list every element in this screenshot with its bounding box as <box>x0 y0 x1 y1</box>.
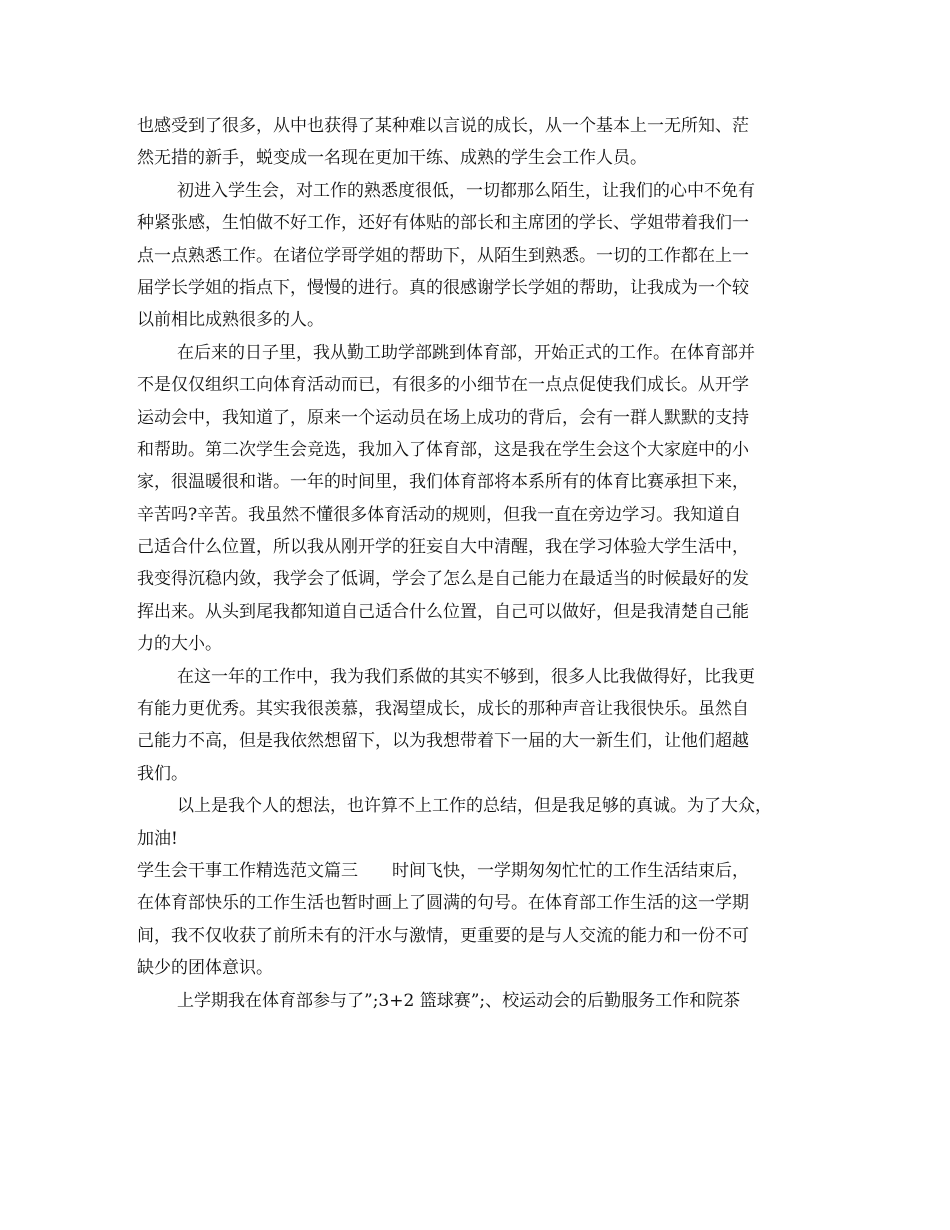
text-line: 我变得沉稳内敛，我学会了低调，学会了怎么是自己能力在最适当的时候最好的发 <box>137 569 749 590</box>
text-line: 种紧张感，生怕做不好工作，还好有体贴的部长和主席团的学长、学姐带着我们一 <box>137 213 749 234</box>
text-line: 然无措的新手，蜕变成一名现在更加干练、成熟的学生会工作人员。 <box>137 148 647 169</box>
paragraph-start-line: 上学期我在体育部参与了”;3+2 篮球赛”;、校运动会的后勤服务工作和院茶 <box>177 990 741 1011</box>
text-line: 点一点熟悉工作。在诸位学哥学姐的帮助下，从陌生到熟悉。一切的工作都在上一 <box>137 245 749 266</box>
text-line: 加油! <box>137 828 178 849</box>
text-line: 我们。 <box>137 763 188 784</box>
text-line: 也感受到了很多，从中也获得了某种难以言说的成长，从一个基本上一无所知、茫 <box>137 116 749 136</box>
text-line: 运动会中，我知道了，原来一个运动员在场上成功的背后，会有一群人默默的支持 <box>137 407 749 428</box>
text-line: 在体育部快乐的工作生活也暂时画上了圆满的句号。在体育部工作生活的这一学期 <box>137 893 749 914</box>
text-line: 以前相比成熟很多的人。 <box>137 310 324 331</box>
paragraph-start-line: 在后来的日子里，我从勤工助学部跳到体育部，开始正式的工作。在体育部并 <box>177 342 755 363</box>
text-line: 间，我不仅收获了前所未有的汗水与激情，更重要的是与人交流的能力和一份不可 <box>137 925 749 946</box>
text-line: 力的大小。 <box>137 634 222 655</box>
text-line: 辛苦吗?辛苦。我虽然不懂很多体育活动的规则，但我一直在旁边学习。我知道自 <box>137 504 742 525</box>
text-line: 有能力更优秀。其实我很羡慕，我渴望成长，成长的那种声音让我很快乐。虽然自 <box>137 699 749 720</box>
text-line: 己适合什么位置，所以我从刚开学的狂妄自大中清醒，我在学习体验大学生活中， <box>137 537 749 558</box>
text-line: 和帮助。第二次学生会竞选，我加入了体育部，这是我在学生会这个大家庭中的小 <box>137 439 749 460</box>
paragraph-start-line: 初进入学生会，对工作的熟悉度很低，一切都那么陌生，让我们的心中不免有 <box>177 180 755 201</box>
document-body <box>137 110 817 1017</box>
section-heading-line: 学生会干事工作精选范文篇三 时间飞快，一学期匆匆忙忙的工作生活结束后， <box>137 860 749 881</box>
text-line: 届学长学姐的指点下，慢慢的进行。真的很感谢学长学姐的帮助，让我成为一个较 <box>137 277 749 298</box>
paragraph-start-line: 在这一年的工作中，我为我们系做的其实不够到，很多人比我做得好，比我更 <box>177 666 755 687</box>
text-line: 挥出来。从头到尾我都知道自己适合什么位置，自己可以做好，但是我清楚自己能 <box>137 601 749 622</box>
text-line: 己能力不高，但是我依然想留下，以为我想带着下一届的大一新生们，让他们超越 <box>137 731 749 752</box>
text-line: 家，很温暖很和谐。一年的时间里，我们体育部将本系所有的体育比赛承担下来， <box>137 472 749 493</box>
text-line: 缺少的团体意识。 <box>137 958 273 979</box>
paragraph-start-line: 以上是我个人的想法，也许算不上工作的总结，但是我足够的真诚。为了大众， <box>177 796 772 817</box>
text-line: 不是仅仅组织工向体育活动而已，有很多的小细节在一点点促使我们成长。从开学 <box>137 375 749 396</box>
